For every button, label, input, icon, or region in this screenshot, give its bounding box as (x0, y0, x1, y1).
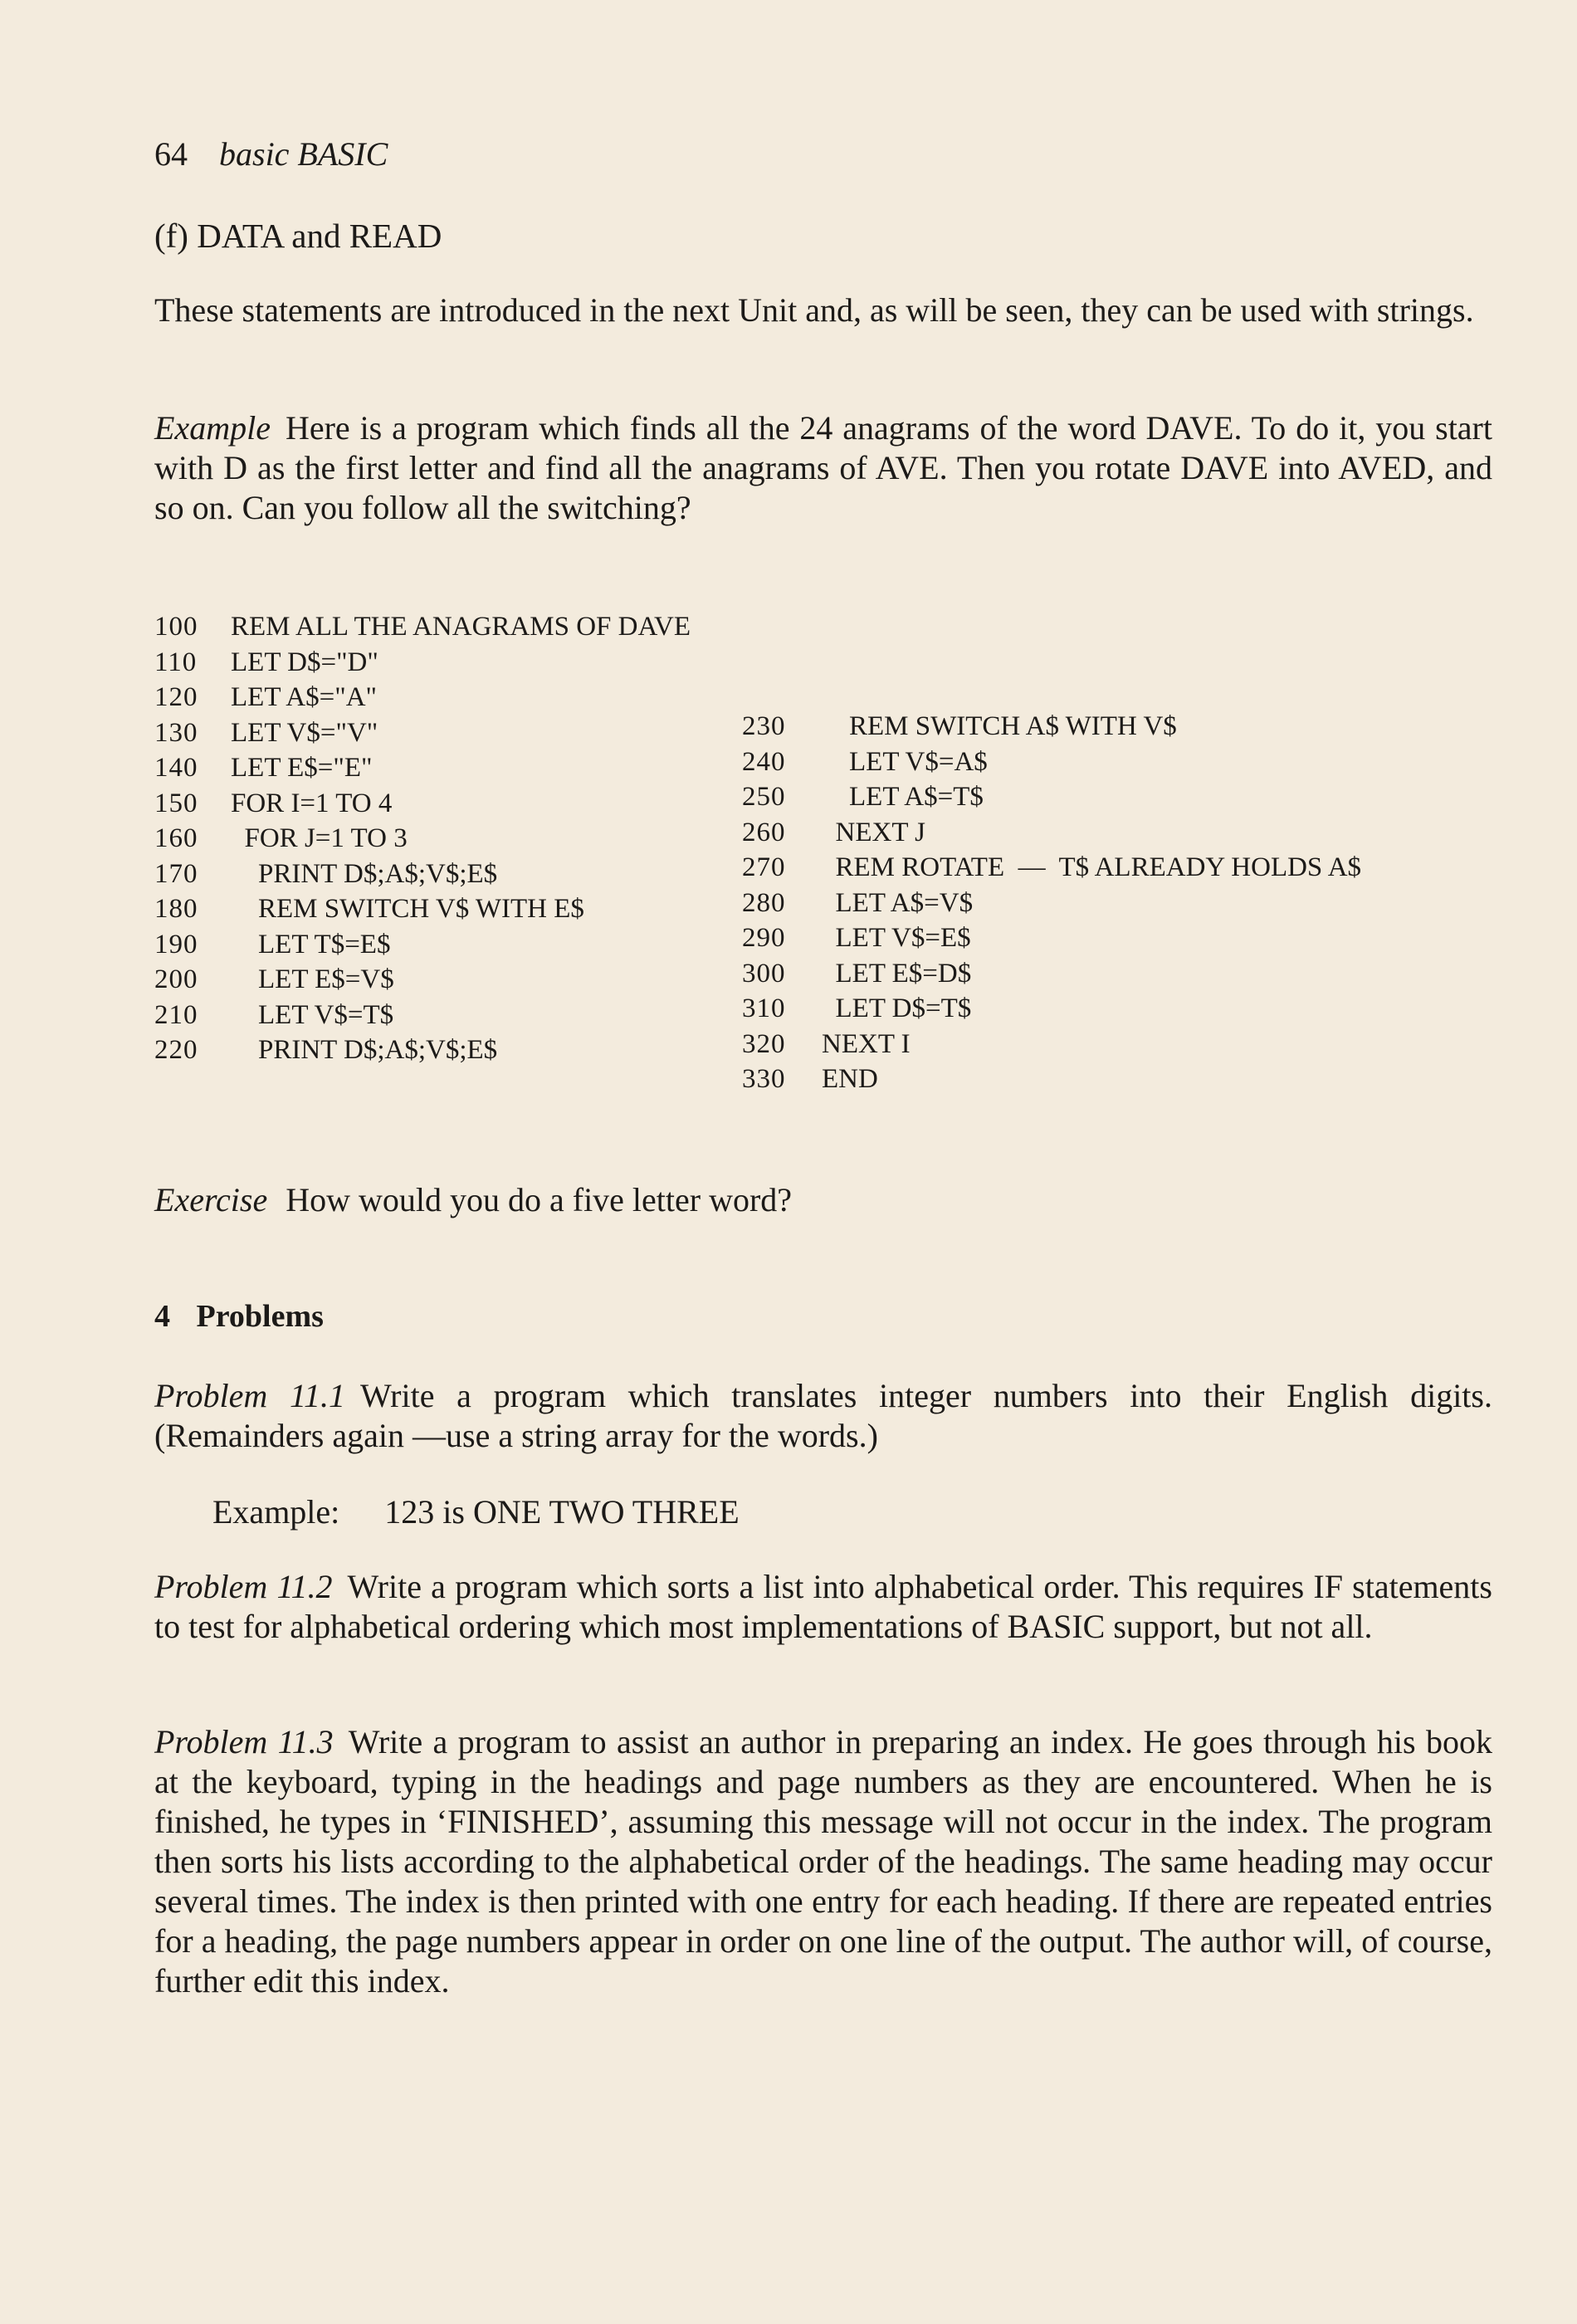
line-number: 100 (154, 612, 198, 642)
code-statement: LET V$=T$ (231, 999, 394, 1030)
problem-11-3-label: Problem 11.3 (154, 1723, 334, 1760)
line-number: 280 (742, 887, 786, 918)
line-number: 170 (154, 858, 198, 889)
problem-11-3-text: Write a program to assist an author in preparing an index. He goes through his book at the keyboard, typing in the headings and page numbers as they are encountered. When he is finished, he types in ‘FINISHED’, assuming this message will not occur in the index. The program then sorts his lists according to the alphabetical order of the headings. The same heading may occur several times. The index is then printed with one entry for each heading. If there are repeated entries for a heading, the page numbers appear in order on one line of the output. The author will, of course, further edit this index. (154, 1723, 1492, 1999)
example-label: Example (154, 409, 271, 447)
problem-11-1-label: Problem 11.1 (154, 1377, 345, 1414)
line-number: 210 (154, 999, 198, 1030)
line-number: 110 (154, 647, 198, 677)
problem-11-1 (154, 1376, 1492, 1456)
code-statement: LET V$=A$ (822, 746, 988, 777)
example-text: Here is a program which finds all the 24 anagrams of the word DAVE. To do it, you start with D as the first letter and find all the anagrams of AVE. Then you rotate DAVE into AVED, and so on. Can you follow all the switching? (154, 409, 1492, 526)
line-number: 160 (154, 823, 198, 853)
problems-heading-title: Problems (196, 1299, 324, 1334)
code-statement: LET D$=T$ (822, 994, 972, 1023)
line-number: 290 (742, 923, 786, 953)
code-statement: LET E$="E" (231, 753, 373, 783)
code-statement: LET V$="V" (231, 717, 378, 748)
line-number: 250 (742, 782, 786, 812)
line-number: 240 (742, 746, 786, 777)
problem-11-1-text: Write a program which translates integer numbers into their English digits. (Remainders again —use a string array for the words.) (154, 1377, 1492, 1454)
code-statement: LET D$="D" (231, 647, 378, 677)
line-number: 150 (154, 788, 198, 818)
problem-11-1-example-text: 123 is ONE TWO THREE (384, 1493, 740, 1531)
code-statement: NEXT I (822, 1028, 911, 1059)
section-heading: (f) DATA and READ (154, 217, 442, 255)
line-number: 190 (154, 929, 198, 959)
line-number: 320 (742, 1028, 786, 1059)
line-number: 130 (154, 717, 198, 748)
problem-11-3 (154, 1722, 1492, 2001)
line-number: 180 (154, 894, 198, 924)
code-statement: PRINT D$;A$;V$;E$ (231, 1035, 498, 1065)
line-number: 330 (742, 1064, 786, 1094)
example-paragraph (154, 408, 1492, 528)
problem-11-2-text: Write a program which sorts a list into alphabetical order. This requires IF statements to test for alphabetical ordering which most implementations of BASIC support, but not all. (154, 1568, 1492, 1645)
exercise-label: Exercise (154, 1181, 268, 1218)
code-statement: LET E$=D$ (822, 958, 972, 989)
line-number: 270 (742, 852, 786, 882)
line-number: 230 (742, 711, 786, 741)
intro-paragraph: These statements are introduced in the next Unit and, as will be seen, they can be used with strings. (154, 291, 1474, 329)
code-statement: NEXT J (822, 817, 925, 847)
code-statement: LET A$=T$ (822, 782, 984, 812)
code-statement: LET E$=V$ (231, 964, 394, 994)
code-statement: LET A$="A" (231, 682, 378, 712)
code-statement: LET T$=E$ (231, 929, 391, 959)
code-statement: REM SWITCH V$ WITH E$ (231, 894, 584, 924)
line-number: 140 (154, 753, 198, 783)
line-number: 120 (154, 682, 198, 712)
page-number: 64 (154, 135, 188, 173)
problem-11-1-example (212, 1492, 740, 1531)
code-statement: REM SWITCH A$ WITH V$ (822, 711, 1177, 741)
code-statement: PRINT D$;A$;V$;E$ (231, 858, 498, 889)
running-header (154, 134, 388, 173)
line-number: 220 (154, 1035, 198, 1065)
problem-11-2 (154, 1567, 1492, 1647)
problem-11-2-label: Problem 11.2 (154, 1568, 333, 1605)
problems-heading (154, 1298, 324, 1335)
line-number: 260 (742, 817, 786, 847)
line-number: 300 (742, 958, 786, 989)
exercise-paragraph (154, 1180, 792, 1219)
code-statement: LET A$=V$ (822, 887, 974, 918)
code-statement: REM ALL THE ANAGRAMS OF DAVE (231, 612, 691, 642)
exercise-text: How would you do a five letter word? (286, 1181, 793, 1218)
code-statement: FOR I=1 TO 4 (231, 788, 393, 818)
line-number: 200 (154, 964, 198, 994)
code-statement: FOR J=1 TO 3 (231, 823, 408, 853)
problem-11-1-example-label: Example: (212, 1493, 340, 1531)
running-title: basic BASIC (219, 135, 388, 173)
code-statement: REM ROTATE — T$ ALREADY HOLDS A$ (822, 852, 1362, 882)
line-number: 310 (742, 994, 786, 1023)
code-statement: END (822, 1064, 878, 1094)
problems-heading-number: 4 (154, 1299, 170, 1334)
code-statement: LET V$=E$ (822, 923, 971, 953)
